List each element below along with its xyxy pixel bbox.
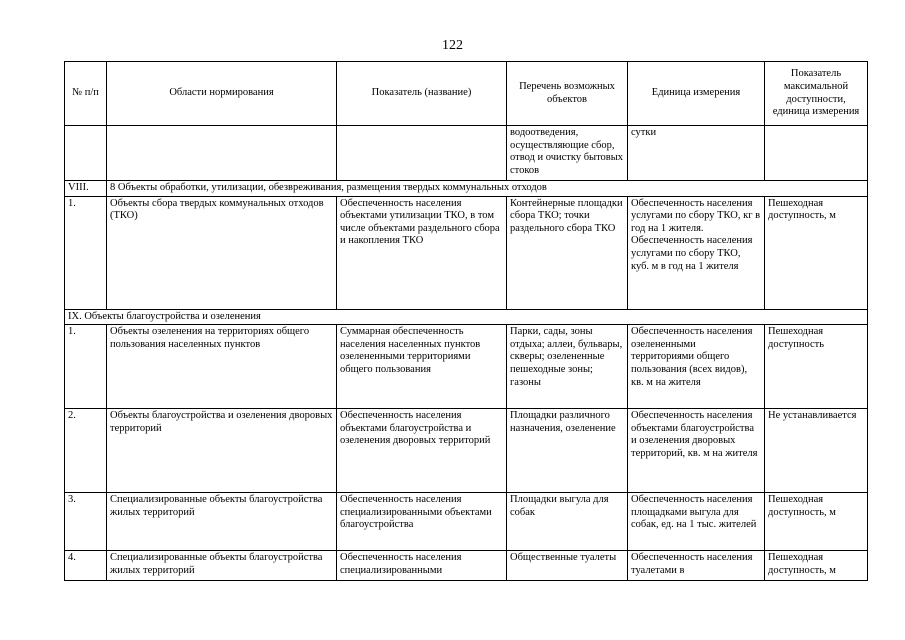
cell-num xyxy=(65,126,107,181)
cell-objects: Контейнерные площадки сбора ТКО; точки раздельного сбора ТКО xyxy=(507,196,628,309)
section-title: 8 Объекты обработки, утилизации, обезвреживания, размещения твердых коммунальных отходов xyxy=(107,181,868,197)
section-row-viii xyxy=(65,181,868,197)
section-row-ix xyxy=(65,309,868,325)
cell-area: Объекты озеленения на территориях общего пользования населенных пунктов xyxy=(107,325,337,409)
cell-unit: Обеспеченность населения площадками выгула для собак, ед. на 1 тыс. жителей xyxy=(628,493,765,551)
header-access: Показатель максимальной доступности, единица измерения xyxy=(765,62,868,126)
table-row xyxy=(65,493,868,551)
table-row xyxy=(65,409,868,493)
cell-access: Пешеходная доступность, м xyxy=(765,551,868,581)
cell-unit: сутки xyxy=(628,126,765,181)
table-header-row xyxy=(65,62,868,126)
cell-num: 2. xyxy=(65,409,107,493)
cell-indicator: Обеспеченность населения объектами благоустройства и озеленения дворовых территорий xyxy=(337,409,507,493)
header-area: Области нормирования xyxy=(107,62,337,126)
cell-access: Не устанавливается xyxy=(765,409,868,493)
table-row-continuation xyxy=(65,126,868,181)
table-row xyxy=(65,196,868,309)
section-title: IX. Объекты благоустройства и озеленения xyxy=(65,309,868,325)
header-objects: Перечень возможных объектов xyxy=(507,62,628,126)
cell-access xyxy=(765,126,868,181)
cell-unit: Обеспеченность населения озелененными территориями общего пользования (всех видов), кв. м на жителя xyxy=(628,325,765,409)
cell-area: Объекты сбора твердых коммунальных отходов (ТКО) xyxy=(107,196,337,309)
norms-table xyxy=(64,61,868,581)
table-row xyxy=(65,551,868,581)
cell-area: Специализированные объекты благоустройства жилых территорий xyxy=(107,551,337,581)
cell-objects: водоотведения, осуществляющие сбор, отвод и очистку бытовых стоков xyxy=(507,126,628,181)
cell-area: Специализированные объекты благоустройства жилых территорий xyxy=(107,493,337,551)
cell-area: Объекты благоустройства и озеленения дворовых территорий xyxy=(107,409,337,493)
cell-objects: Парки, сады, зоны отдыха; аллеи, бульвары, скверы; озелененные пешеходные зоны; газоны xyxy=(507,325,628,409)
cell-indicator xyxy=(337,126,507,181)
cell-area xyxy=(107,126,337,181)
cell-access: Пешеходная доступность, м xyxy=(765,493,868,551)
cell-num: 1. xyxy=(65,196,107,309)
header-indicator: Показатель (название) xyxy=(337,62,507,126)
cell-objects: Общественные туалеты xyxy=(507,551,628,581)
cell-indicator: Обеспеченность населения объектами утилизации ТКО, в том числе объектами раздельного сбора и накопления ТКО xyxy=(337,196,507,309)
section-number: VIII. xyxy=(65,181,107,197)
cell-unit: Обеспеченность населения объектами благоустройства и озеленения дворовых территорий, кв. м на жителя xyxy=(628,409,765,493)
header-num: № п/п xyxy=(65,62,107,126)
header-unit: Единица измерения xyxy=(628,62,765,126)
cell-indicator: Обеспеченность населения специализированными xyxy=(337,551,507,581)
cell-unit: Обеспеченность населения услугами по сбору ТКО, кг в год на 1 жителя. Обеспеченность населения услугами по сбору ТКО, куб. м в год на 1 жителя xyxy=(628,196,765,309)
cell-num: 3. xyxy=(65,493,107,551)
cell-access: Пешеходная доступность xyxy=(765,325,868,409)
cell-objects: Площадки выгула для собак xyxy=(507,493,628,551)
cell-indicator: Обеспеченность населения специализированными объектами благоустройства xyxy=(337,493,507,551)
cell-num: 4. xyxy=(65,551,107,581)
cell-indicator: Суммарная обеспеченность населения населенных пунктов озелененными территориями общего пользования xyxy=(337,325,507,409)
cell-objects: Площадки различного назначения, озеленение xyxy=(507,409,628,493)
table-row xyxy=(65,325,868,409)
page-number: 122 xyxy=(442,38,463,53)
cell-unit: Обеспеченность населения туалетами в xyxy=(628,551,765,581)
cell-num: 1. xyxy=(65,325,107,409)
cell-access: Пешеходная доступность, м xyxy=(765,196,868,309)
